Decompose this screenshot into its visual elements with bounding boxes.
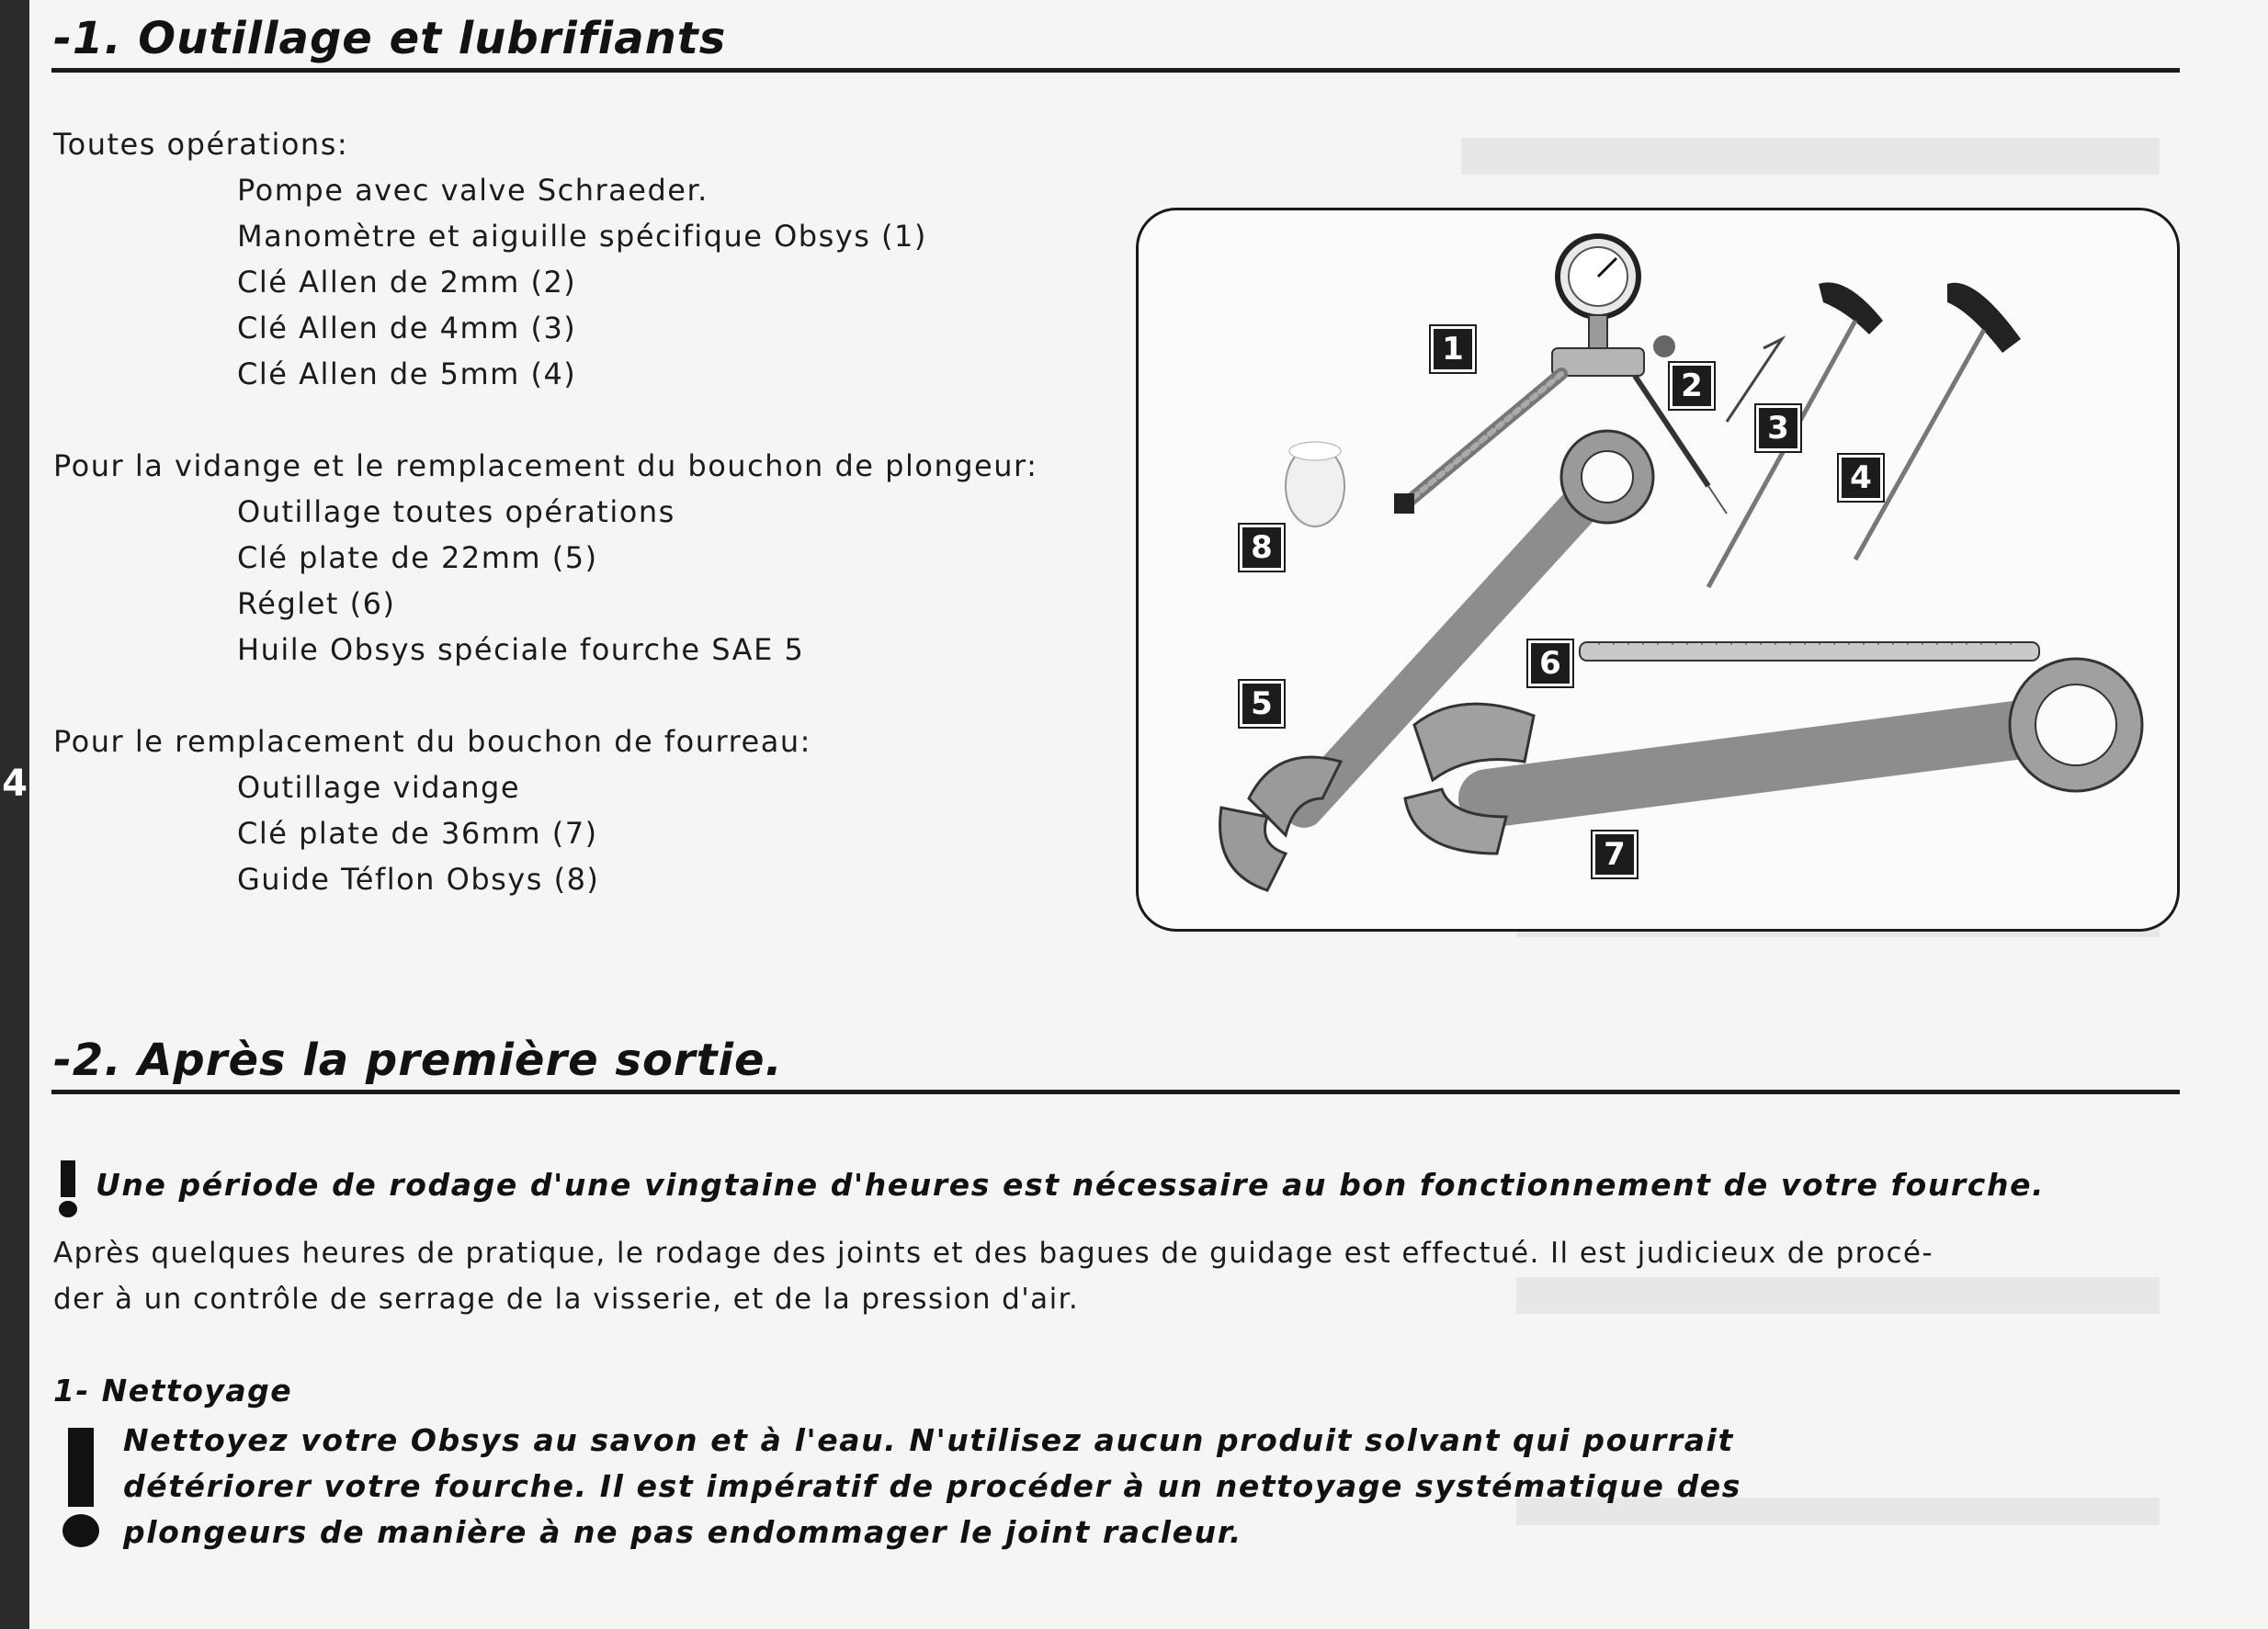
exclamation-icon	[57, 1160, 79, 1217]
tool-list-item: Clé plate de 22mm (5)	[237, 540, 598, 575]
tool-list-item: Clé Allen de 5mm (4)	[237, 356, 577, 391]
cleaning-subheading: 1- Nettoyage	[53, 1373, 293, 1408]
tool-list-item: Outillage toutes opérations	[237, 494, 675, 529]
figure-label-7: 7	[1593, 831, 1637, 877]
tool-list-item: Manomètre et aiguille spécifique Obsys (1)	[237, 219, 927, 254]
figure-label-5: 5	[1240, 681, 1284, 727]
figure-label-2: 2	[1670, 363, 1714, 409]
figure-label-1: 1	[1431, 326, 1475, 372]
wrench-36mm-icon	[1405, 659, 2142, 854]
tool-list-item: Réglet (6)	[237, 586, 396, 621]
tools-photo-figure	[1136, 208, 2180, 932]
cleaning-warning-line: détériorer votre fourche. Il est impératif de procéder à un nettoyage systématique des	[123, 1468, 1742, 1504]
paragraph-line: der à un contrôle de serrage de la visserie, et de la pression d'air.	[53, 1283, 1080, 1316]
break-in-warning: Une période de rodage d'une vingtaine d'heures est nécessaire au bon fonctionnement de votre fourche.	[96, 1167, 2046, 1203]
figure-label-4: 4	[1839, 455, 1883, 501]
sheath-heading: Pour le remplacement du bouchon de fourreau:	[53, 724, 811, 759]
exclamation-icon	[59, 1428, 103, 1547]
allen-key-5mm-icon	[1855, 283, 2021, 560]
figure-label-3: 3	[1756, 405, 1800, 451]
tool-list-item: Clé plate de 36mm (7)	[237, 816, 598, 851]
drain-heading: Pour la vidange et le remplacement du bouchon de plongeur:	[53, 448, 1038, 483]
page-number: 4	[2, 763, 28, 805]
tool-list-item: Outillage vidange	[237, 770, 520, 805]
tool-list-item: Clé Allen de 4mm (3)	[237, 311, 577, 345]
ruler-icon	[1580, 642, 2039, 661]
section-title-first-ride: -2. Après la première sortie.	[53, 1035, 783, 1086]
figure-label-8: 8	[1240, 525, 1284, 571]
tool-list-item: Huile Obsys spéciale fourche SAE 5	[237, 632, 805, 667]
paragraph-line: Après quelques heures de pratique, le rodage des joints et des bagues de guidage est effectué. Il est judicieux de procé-	[53, 1237, 1933, 1270]
tools-illustration	[1139, 210, 2180, 932]
teflon-guide-icon	[1286, 442, 1344, 526]
tool-list-item: Pompe avec valve Schraeder.	[237, 173, 709, 208]
cleaning-warning-line: plongeurs de manière à ne pas endommager le joint racleur.	[123, 1514, 1243, 1550]
all-operations-heading: Toutes opérations:	[53, 127, 349, 162]
cleaning-warning-line: Nettoyez votre Obsys au savon et à l'eau. N'utilisez aucun produit solvant qui pourrait	[123, 1422, 1734, 1458]
figure-label-6: 6	[1528, 640, 1572, 686]
tool-list-item: Guide Téflon Obsys (8)	[237, 862, 600, 897]
section-rule-2	[51, 1090, 2180, 1094]
tool-list-item: Clé Allen de 2mm (2)	[237, 265, 577, 300]
page-edge-tab	[0, 0, 29, 1629]
section-title-tools: -1. Outillage et lubrifiants	[53, 13, 727, 64]
section-rule-1	[51, 68, 2180, 73]
